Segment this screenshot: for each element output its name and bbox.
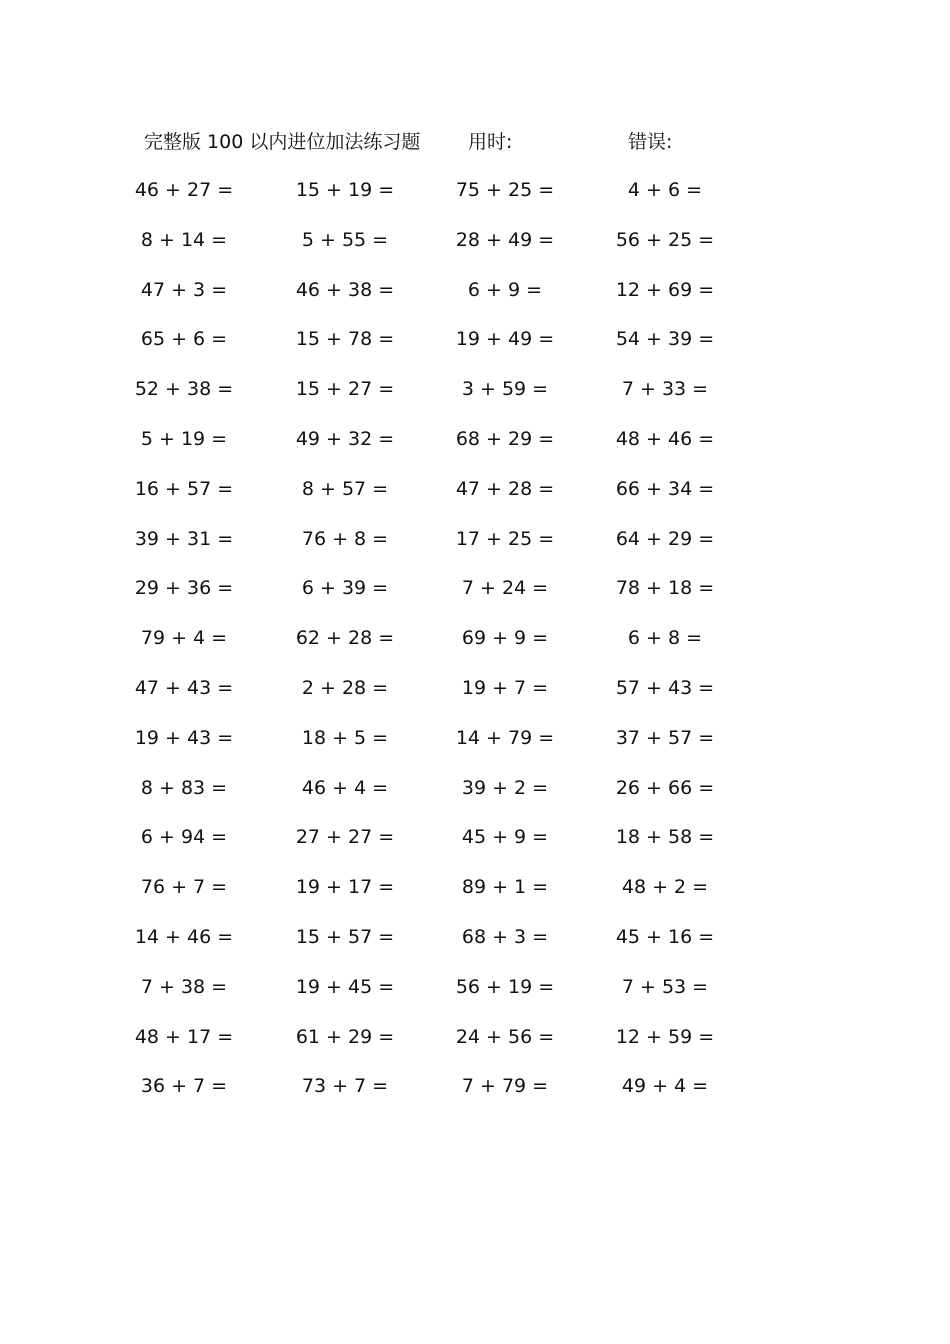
problem-item: 45 + 9 = bbox=[461, 826, 549, 849]
error-label: 错误: bbox=[628, 131, 673, 153]
problem-item: 8 + 83 = bbox=[140, 776, 228, 799]
problem-item: 7 + 24 = bbox=[461, 577, 549, 600]
problem-item: 65 + 6 = bbox=[140, 328, 228, 351]
problem-item: 19 + 45 = bbox=[295, 975, 395, 998]
problem-item: 16 + 57 = bbox=[134, 477, 234, 500]
problem-item: 89 + 1 = bbox=[461, 876, 549, 899]
problem-item: 37 + 57 = bbox=[615, 726, 715, 749]
problem-item: 12 + 59 = bbox=[615, 1025, 715, 1048]
problem-item: 8 + 57 = bbox=[301, 477, 389, 500]
problem-item: 46 + 27 = bbox=[134, 179, 234, 201]
problem-item: 75 + 25 = bbox=[455, 179, 555, 201]
problem-item: 18 + 5 = bbox=[301, 726, 389, 749]
problem-item: 46 + 4 = bbox=[301, 776, 389, 799]
problem-item: 15 + 57 = bbox=[295, 926, 395, 948]
problem-item: 19 + 43 = bbox=[134, 726, 234, 749]
problem-item: 19 + 17 = bbox=[295, 876, 395, 899]
page-title: 完整版 100 以内进位加法练习题 bbox=[144, 131, 421, 153]
problem-item: 54 + 39 = bbox=[615, 328, 715, 351]
time-label: 用时: bbox=[468, 131, 513, 153]
problem-item: 39 + 2 = bbox=[461, 776, 549, 799]
problem-item: 68 + 29 = bbox=[455, 428, 555, 450]
problem-item: 47 + 43 = bbox=[134, 677, 234, 699]
problem-item: 47 + 28 = bbox=[455, 477, 555, 500]
problem-item: 78 + 18 = bbox=[615, 577, 715, 600]
problem-item: 39 + 31 = bbox=[134, 527, 234, 550]
problem-item: 6 + 9 = bbox=[467, 278, 543, 301]
problem-item: 49 + 32 = bbox=[295, 428, 395, 450]
problem-item: 48 + 2 = bbox=[621, 876, 709, 899]
problem-item: 15 + 78 = bbox=[295, 328, 395, 351]
problem-item: 76 + 7 = bbox=[140, 876, 228, 899]
problem-item: 69 + 9 = bbox=[461, 627, 549, 650]
problem-item: 48 + 17 = bbox=[134, 1025, 234, 1048]
problem-item: 56 + 19 = bbox=[455, 975, 555, 998]
problem-item: 17 + 25 = bbox=[455, 527, 555, 550]
problem-item: 19 + 49 = bbox=[455, 328, 555, 351]
problem-item: 73 + 7 = bbox=[301, 1075, 389, 1098]
problem-item: 7 + 38 = bbox=[140, 975, 228, 998]
problem-item: 79 + 4 = bbox=[140, 627, 228, 650]
problem-item: 6 + 39 = bbox=[301, 577, 389, 600]
problem-item: 7 + 53 = bbox=[621, 975, 709, 998]
problem-item: 24 + 56 = bbox=[455, 1025, 555, 1048]
problem-item: 15 + 27 = bbox=[295, 378, 395, 401]
problem-item: 7 + 33 = bbox=[621, 378, 709, 401]
problem-item: 47 + 3 = bbox=[140, 278, 228, 301]
problem-item: 19 + 7 = bbox=[461, 677, 549, 699]
problem-item: 48 + 46 = bbox=[615, 428, 715, 450]
problem-item: 26 + 66 = bbox=[615, 776, 715, 799]
problem-item: 7 + 79 = bbox=[461, 1075, 549, 1098]
problem-item: 14 + 79 = bbox=[455, 726, 555, 749]
problem-item: 4 + 6 = bbox=[627, 179, 703, 201]
problem-item: 64 + 29 = bbox=[615, 527, 715, 550]
problem-item: 68 + 3 = bbox=[461, 926, 549, 948]
problem-item: 66 + 34 = bbox=[615, 477, 715, 500]
problem-item: 27 + 27 = bbox=[295, 826, 395, 849]
problem-item: 8 + 14 = bbox=[140, 228, 228, 251]
problem-item: 5 + 19 = bbox=[140, 428, 228, 450]
problem-item: 12 + 69 = bbox=[615, 278, 715, 301]
problem-item: 2 + 28 = bbox=[301, 677, 389, 699]
problem-item: 6 + 8 = bbox=[627, 627, 703, 650]
problem-item: 61 + 29 = bbox=[295, 1025, 395, 1048]
problem-item: 3 + 59 = bbox=[461, 378, 549, 401]
problem-item: 18 + 58 = bbox=[615, 826, 715, 849]
problem-item: 28 + 49 = bbox=[455, 228, 555, 251]
problem-item: 6 + 94 = bbox=[140, 826, 228, 849]
problem-item: 45 + 16 = bbox=[615, 926, 715, 948]
problem-item: 62 + 28 = bbox=[295, 627, 395, 650]
problem-item: 76 + 8 = bbox=[301, 527, 389, 550]
problem-item: 15 + 19 = bbox=[295, 179, 395, 201]
problem-item: 57 + 43 = bbox=[615, 677, 715, 699]
problem-item: 49 + 4 = bbox=[621, 1075, 709, 1098]
problem-item: 46 + 38 = bbox=[295, 278, 395, 301]
problem-item: 52 + 38 = bbox=[134, 378, 234, 401]
problem-item: 29 + 36 = bbox=[134, 577, 234, 600]
problem-item: 5 + 55 = bbox=[301, 228, 389, 251]
problem-item: 14 + 46 = bbox=[134, 926, 234, 948]
problem-item: 56 + 25 = bbox=[615, 228, 715, 251]
problem-item: 36 + 7 = bbox=[140, 1075, 228, 1098]
